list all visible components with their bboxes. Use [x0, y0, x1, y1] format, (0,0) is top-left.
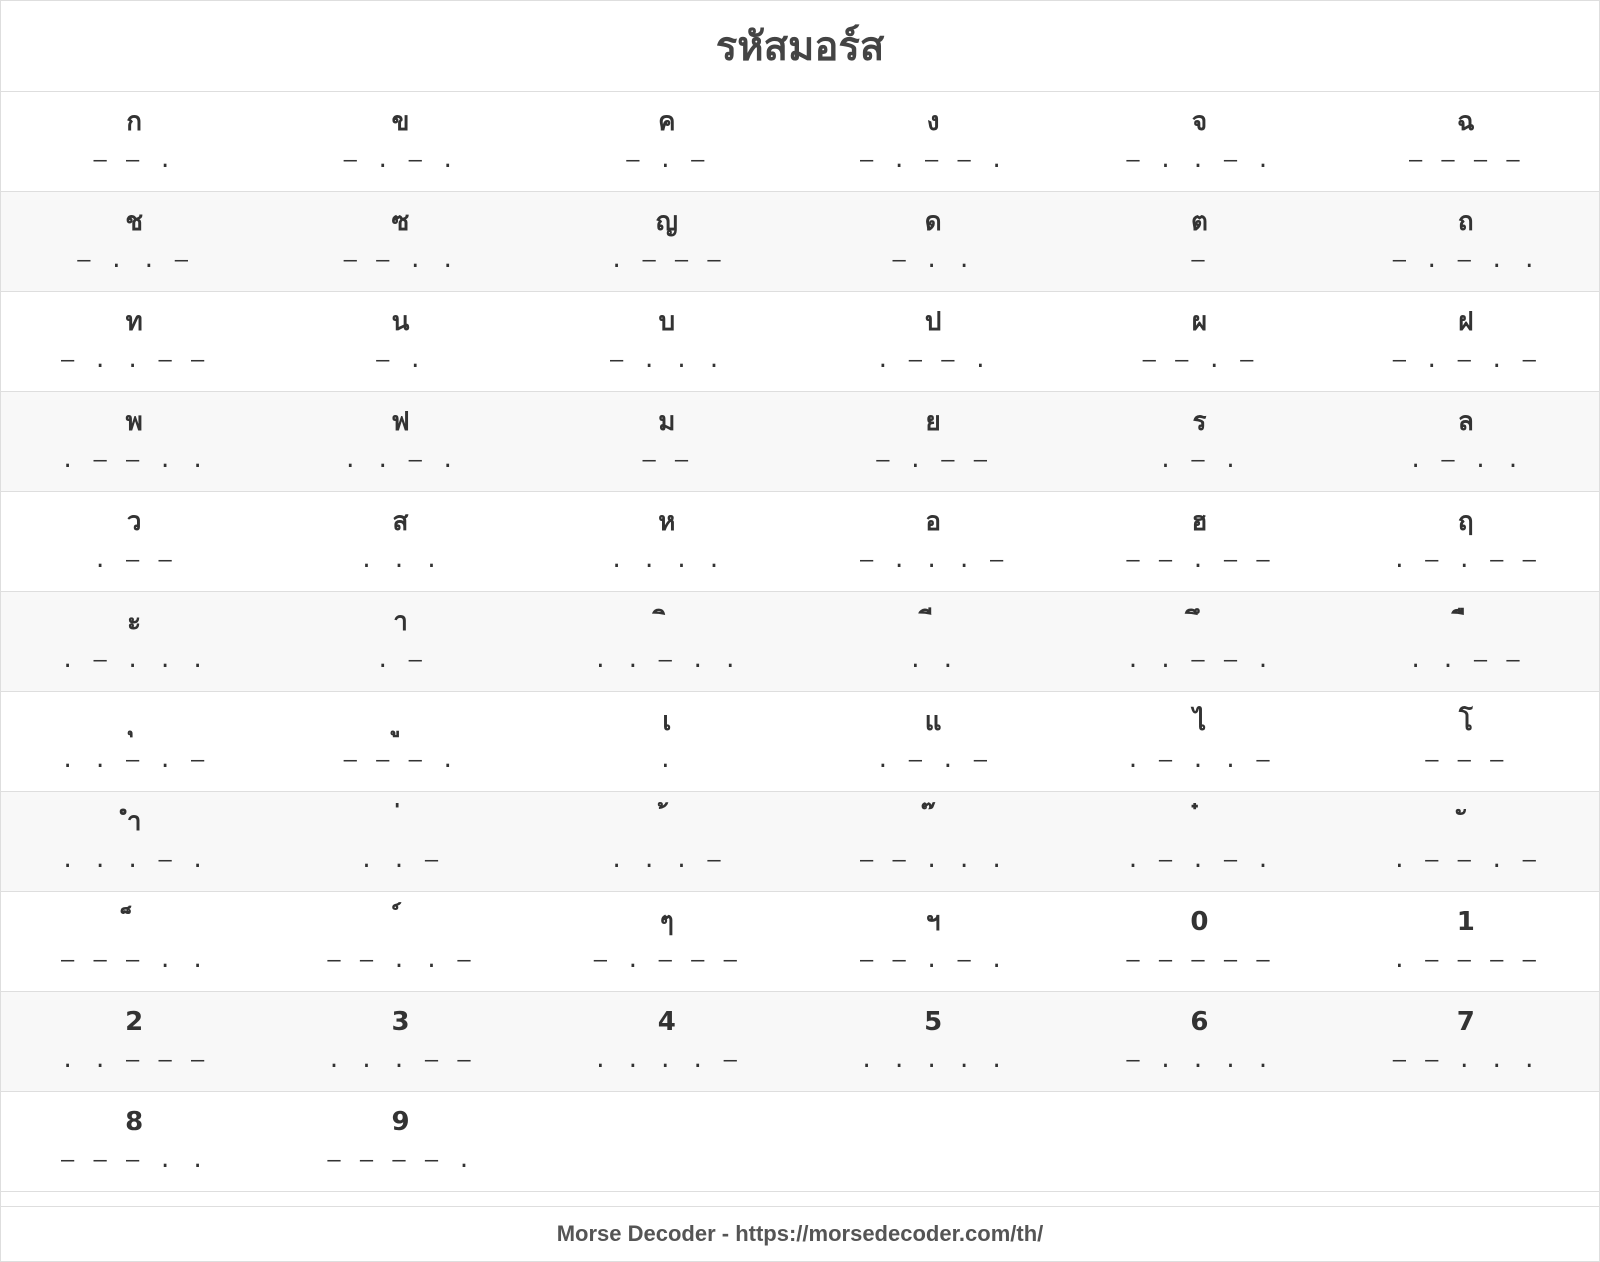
morse-cell	[800, 692, 1066, 791]
morse-cell	[1333, 892, 1599, 991]
character-label: ซ	[391, 207, 410, 237]
character-label: ด	[924, 207, 942, 237]
character-label: ค	[658, 107, 676, 137]
character-label: 4	[657, 1007, 676, 1037]
morse-code: – – – – .	[327, 1148, 474, 1173]
morse-code: .	[658, 748, 675, 773]
character-label: 0	[1190, 907, 1209, 937]
character-label: 6	[1190, 1007, 1209, 1037]
morse-code: – . . – .	[1126, 148, 1273, 173]
character-label	[1333, 606, 1599, 638]
character-label: ว	[126, 507, 142, 537]
morse-code: – . . –	[77, 248, 192, 273]
morse-cell	[1333, 92, 1599, 191]
morse-cell	[1, 392, 267, 491]
morse-code: – – – –	[1408, 148, 1523, 173]
morse-code: – . . .	[609, 348, 724, 373]
morse-cell	[1, 992, 267, 1091]
table-row	[1, 792, 1599, 892]
morse-cell	[534, 492, 800, 591]
morse-code: . . .	[359, 548, 442, 573]
character-label: ฯ	[925, 907, 941, 937]
character-label	[800, 606, 1066, 638]
morse-cell	[1, 1092, 267, 1191]
morse-code: . – – .	[876, 348, 990, 373]
morse-code: . . . . .	[860, 1048, 1007, 1073]
morse-code: . . – . –	[61, 748, 208, 773]
morse-code: . . . – –	[327, 1048, 474, 1073]
morse-code: . – – . –	[1392, 848, 1539, 873]
footer	[1, 1206, 1599, 1261]
character-label: แ	[924, 707, 942, 737]
morse-code: . . – .	[343, 448, 458, 473]
morse-cell	[534, 292, 800, 391]
character-label: ห	[658, 507, 676, 537]
morse-cell	[267, 92, 533, 191]
character-label: 7	[1456, 1007, 1475, 1037]
morse-code: – . . . .	[1126, 1048, 1273, 1073]
morse-code: – –	[642, 448, 692, 473]
character-label: ล	[1457, 407, 1474, 437]
table-row	[1, 892, 1599, 992]
morse-cell	[1333, 192, 1599, 291]
morse-code: . . . .	[609, 548, 724, 573]
character-label: ฮ	[1191, 507, 1208, 537]
character-label	[1, 706, 267, 738]
character-label: ผ	[1191, 307, 1208, 337]
morse-code: . . –	[359, 848, 442, 873]
character-label: ต	[1191, 207, 1208, 237]
morse-code: . . – . .	[593, 648, 740, 673]
character-label: 2	[125, 1007, 144, 1037]
character-label	[1066, 806, 1332, 838]
morse-cell	[534, 92, 800, 191]
footer-credit: Morse Decoder - https://morsedecoder.com/th/	[556, 1221, 1044, 1246]
morse-code: – .	[376, 348, 425, 373]
character-label: เ	[662, 707, 672, 737]
morse-cell	[267, 992, 533, 1091]
morse-cell	[1333, 292, 1599, 391]
character-label: ป	[924, 307, 942, 337]
morse-code: – – – . .	[61, 948, 208, 973]
morse-cell	[534, 592, 800, 691]
morse-cell	[1066, 392, 1332, 491]
character-label: ญ	[655, 207, 678, 237]
page-title: รหัสมอร์ส	[715, 24, 885, 70]
morse-cell	[267, 392, 533, 491]
table-row	[1, 1092, 1599, 1192]
morse-cell	[1066, 692, 1332, 791]
morse-cell	[1, 592, 267, 691]
morse-cell	[1066, 792, 1332, 891]
character-label: ข	[391, 107, 410, 137]
morse-cell	[800, 292, 1066, 391]
morse-cell	[1066, 592, 1332, 691]
character-label	[1333, 806, 1599, 838]
morse-cell	[267, 1092, 533, 1191]
character-label: ฉ	[1456, 107, 1475, 137]
morse-code: – . –	[626, 148, 708, 173]
morse-code: – – –	[1425, 748, 1507, 773]
table-row	[1, 292, 1599, 392]
morse-cell	[800, 392, 1066, 491]
morse-code: –	[1191, 248, 1208, 273]
character-label	[800, 806, 1066, 838]
morse-cell	[1066, 92, 1332, 191]
morse-cell	[534, 392, 800, 491]
character-label: ๆ	[659, 907, 674, 937]
character-label: พ	[125, 407, 143, 437]
morse-cell	[800, 92, 1066, 191]
morse-cell	[1333, 992, 1599, 1091]
character-label	[267, 906, 533, 938]
morse-cell	[800, 992, 1066, 1091]
morse-cell	[534, 992, 800, 1091]
character-label: ย	[925, 407, 941, 437]
character-label: ไ	[1192, 707, 1207, 737]
morse-code: . – – –	[609, 248, 724, 273]
morse-cell	[1066, 892, 1332, 991]
morse-code: – . – –	[876, 448, 990, 473]
character-label	[267, 706, 533, 738]
morse-code: – . – . –	[1392, 348, 1539, 373]
morse-code: . . . –	[609, 848, 724, 873]
character-label: ะ	[127, 607, 142, 637]
character-label: ช	[125, 207, 143, 237]
character-label: 1	[1456, 907, 1475, 937]
morse-cell	[267, 892, 533, 991]
morse-code: – – . – –	[1126, 548, 1273, 573]
morse-code: – – . – .	[860, 948, 1007, 973]
morse-code: – . .	[892, 248, 974, 273]
morse-code: . – – – –	[1392, 948, 1539, 973]
morse-code: – – . . .	[1392, 1048, 1539, 1073]
character-label: ฝ	[1458, 307, 1474, 337]
morse-cell	[1, 292, 267, 391]
morse-cell	[1, 492, 267, 591]
character-label	[1, 906, 267, 938]
character-label: 9	[391, 1107, 410, 1137]
morse-code: – – .	[93, 148, 175, 173]
character-label: 3	[391, 1007, 410, 1037]
morse-cell	[1333, 392, 1599, 491]
morse-code: – – – . .	[61, 1148, 208, 1173]
morse-code: . . – –	[1408, 648, 1523, 673]
table-row	[1, 992, 1599, 1092]
morse-cell	[800, 492, 1066, 591]
morse-cell	[800, 592, 1066, 691]
character-label: 8	[125, 1107, 144, 1137]
character-label: ฟ	[391, 407, 410, 437]
morse-cell	[534, 692, 800, 791]
table-row	[1, 92, 1599, 192]
character-label: า	[393, 607, 408, 637]
morse-cell	[1, 692, 267, 791]
table-row	[1, 192, 1599, 292]
morse-code: . – . –	[876, 748, 990, 773]
morse-code: . . . – .	[61, 848, 208, 873]
morse-cell	[1333, 592, 1599, 691]
morse-cell	[800, 792, 1066, 891]
morse-cell	[267, 492, 533, 591]
morse-grid	[1, 92, 1599, 1192]
character-label: ง	[926, 107, 940, 137]
morse-code: . . – – .	[1126, 648, 1273, 673]
morse-code: – – . . –	[327, 948, 474, 973]
morse-cell	[267, 792, 533, 891]
character-label: 5	[924, 1007, 943, 1037]
morse-cell	[1333, 692, 1599, 791]
character-label: ส	[392, 507, 409, 537]
morse-cell	[800, 892, 1066, 991]
character-label: ฤ	[1457, 507, 1474, 537]
morse-cell	[1066, 192, 1332, 291]
morse-cell	[1, 792, 267, 891]
character-label: ท	[125, 307, 143, 337]
morse-cell	[267, 692, 533, 791]
character-label: อ	[925, 507, 941, 537]
morse-cell	[1333, 492, 1599, 591]
morse-code: – – . . .	[860, 848, 1007, 873]
morse-code: – . – . .	[1392, 248, 1539, 273]
morse-code: – . . – –	[61, 348, 208, 373]
table-row	[1, 492, 1599, 592]
table-row	[1, 392, 1599, 492]
character-label	[534, 606, 800, 638]
character-label: โ	[1458, 707, 1473, 737]
morse-cell	[267, 192, 533, 291]
character-label: ถ	[1457, 207, 1474, 237]
morse-code: . – . – –	[1392, 548, 1539, 573]
morse-code: – . – .	[343, 148, 458, 173]
character-label: ำ	[126, 807, 142, 837]
morse-cell	[267, 292, 533, 391]
character-label: น	[391, 307, 410, 337]
morse-cell	[1066, 492, 1332, 591]
morse-cell	[534, 192, 800, 291]
morse-cell	[1, 92, 267, 191]
morse-cell	[534, 792, 800, 891]
morse-cell	[1333, 792, 1599, 891]
morse-code: – . . . –	[860, 548, 1007, 573]
morse-cell	[1066, 992, 1332, 1091]
morse-code: . – – . .	[61, 448, 208, 473]
header	[1, 1, 1599, 92]
morse-cell	[1, 192, 267, 291]
morse-code: – – – .	[343, 748, 458, 773]
character-label	[1066, 606, 1332, 638]
morse-cell	[267, 592, 533, 691]
morse-code: . – .	[1158, 448, 1241, 473]
morse-code: . – . .	[1408, 448, 1523, 473]
morse-code: . . – – –	[61, 1048, 208, 1073]
morse-cell	[1066, 292, 1332, 391]
morse-code: . – . . –	[1126, 748, 1273, 773]
morse-cell	[534, 892, 800, 991]
character-label: จ	[1191, 107, 1208, 137]
table-row	[1, 692, 1599, 792]
character-label: ร	[1192, 407, 1207, 437]
morse-code: – – . –	[1142, 348, 1257, 373]
morse-code: . .	[908, 648, 958, 673]
morse-code: – . – – .	[860, 148, 1007, 173]
morse-cell	[1, 892, 267, 991]
table-row	[1, 592, 1599, 692]
character-label	[267, 806, 533, 838]
morse-cell	[800, 192, 1066, 291]
character-label	[534, 806, 800, 838]
morse-code: – – – – –	[1126, 948, 1273, 973]
morse-code: . – –	[93, 548, 175, 573]
morse-code: – – . .	[343, 248, 458, 273]
morse-code: . –	[376, 648, 425, 673]
morse-code: . . . . –	[593, 1048, 740, 1073]
morse-code: . – . . .	[61, 648, 208, 673]
morse-code: – . – – –	[593, 948, 740, 973]
morse-code: . – . – .	[1126, 848, 1273, 873]
character-label: บ	[658, 307, 676, 337]
character-label: ม	[658, 407, 676, 437]
character-label: ก	[126, 107, 143, 137]
